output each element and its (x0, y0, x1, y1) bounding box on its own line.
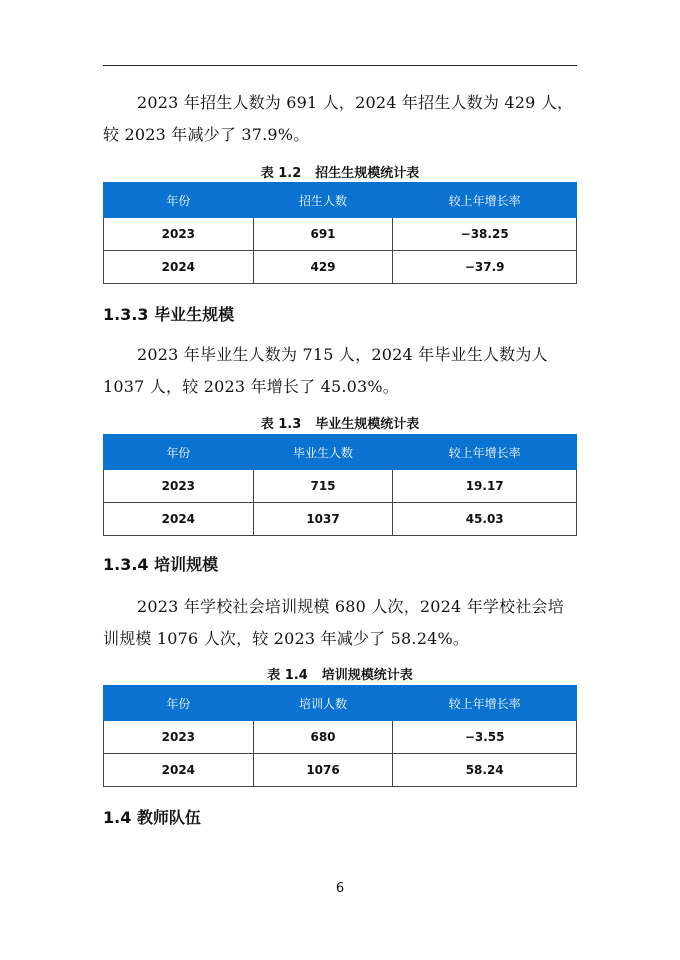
table-cell: 2024 (104, 503, 254, 536)
table-cell: 2024 (104, 251, 254, 284)
column-header-growth: 较上年增长率 (393, 435, 577, 470)
table-cell: 1037 (253, 503, 393, 536)
header-rule (103, 65, 577, 66)
table-caption-number: 表 1.2 (260, 166, 302, 181)
section-heading: 1.3.3 毕业生规模 (103, 305, 235, 324)
paragraph-training: 2023 年学校社会培训规模 680 人次，2024 年学校社会培训规模 1076 人次，较 2023 年减少了 58.24%。 (103, 597, 564, 648)
table-cell: 429 (253, 251, 393, 284)
table-cell: 58.24 (393, 754, 577, 787)
table-caption-number: 表 1.3 (260, 417, 302, 432)
table-cell: −38.25 (393, 218, 577, 251)
table-caption (103, 162, 577, 181)
table-caption-title: 培训规模统计表 (321, 668, 413, 683)
page-number: 6 (335, 881, 345, 896)
table-cell: 19.17 (393, 470, 577, 503)
table-cell: −37.9 (393, 251, 577, 284)
column-header-year: 年份 (104, 686, 254, 721)
table-cell: 2024 (104, 754, 254, 787)
table-cell: 715 (253, 470, 393, 503)
section-heading: 1.3.4 培训规模 (103, 555, 219, 574)
table-cell: 2023 (104, 470, 254, 503)
table-row (104, 503, 577, 536)
table-cell: 680 (253, 721, 393, 754)
table-header-row (104, 183, 577, 218)
table-caption-title: 毕业生规模统计表 (315, 417, 420, 432)
table-cell: 691 (253, 218, 393, 251)
table-caption (103, 413, 577, 432)
column-header-year: 年份 (104, 435, 254, 470)
table-row (104, 470, 577, 503)
column-header-growth: 较上年增长率 (393, 686, 577, 721)
table-cell: −3.55 (393, 721, 577, 754)
column-header-year: 年份 (104, 183, 254, 218)
table-cell: 2023 (104, 721, 254, 754)
column-header-trainees: 培训人数 (253, 686, 393, 721)
table-caption-title: 招生生规模统计表 (315, 166, 420, 181)
table-cell: 1076 (253, 754, 393, 787)
table-header-row (104, 435, 577, 470)
table-row (104, 721, 577, 754)
column-header-graduates: 毕业生人数 (253, 435, 393, 470)
table-cell: 45.03 (393, 503, 577, 536)
table-caption-number: 表 1.4 (267, 668, 308, 683)
table-row (104, 754, 577, 787)
training-table (103, 685, 577, 787)
paragraph-enrollment: 2023 年招生人数为 691 人，2024 年招生人数为 429 人，较 2023 年减少了 37.9%。 (103, 93, 574, 144)
graduates-table (103, 434, 577, 536)
paragraph-graduates: 2023 年毕业生人数为 715 人，2024 年毕业生人数为人 1037 人，较 2023 年增长了 45.03%。 (103, 345, 548, 396)
table-header-row (104, 686, 577, 721)
column-header-growth: 较上年增长率 (393, 183, 577, 218)
table-row (104, 251, 577, 284)
column-header-enrolled: 招生人数 (253, 183, 393, 218)
table-caption (103, 664, 577, 683)
table-row (104, 218, 577, 251)
section-heading: 1.4 教师队伍 (103, 808, 201, 827)
table-cell: 2023 (104, 218, 254, 251)
enrollment-table (103, 182, 577, 284)
